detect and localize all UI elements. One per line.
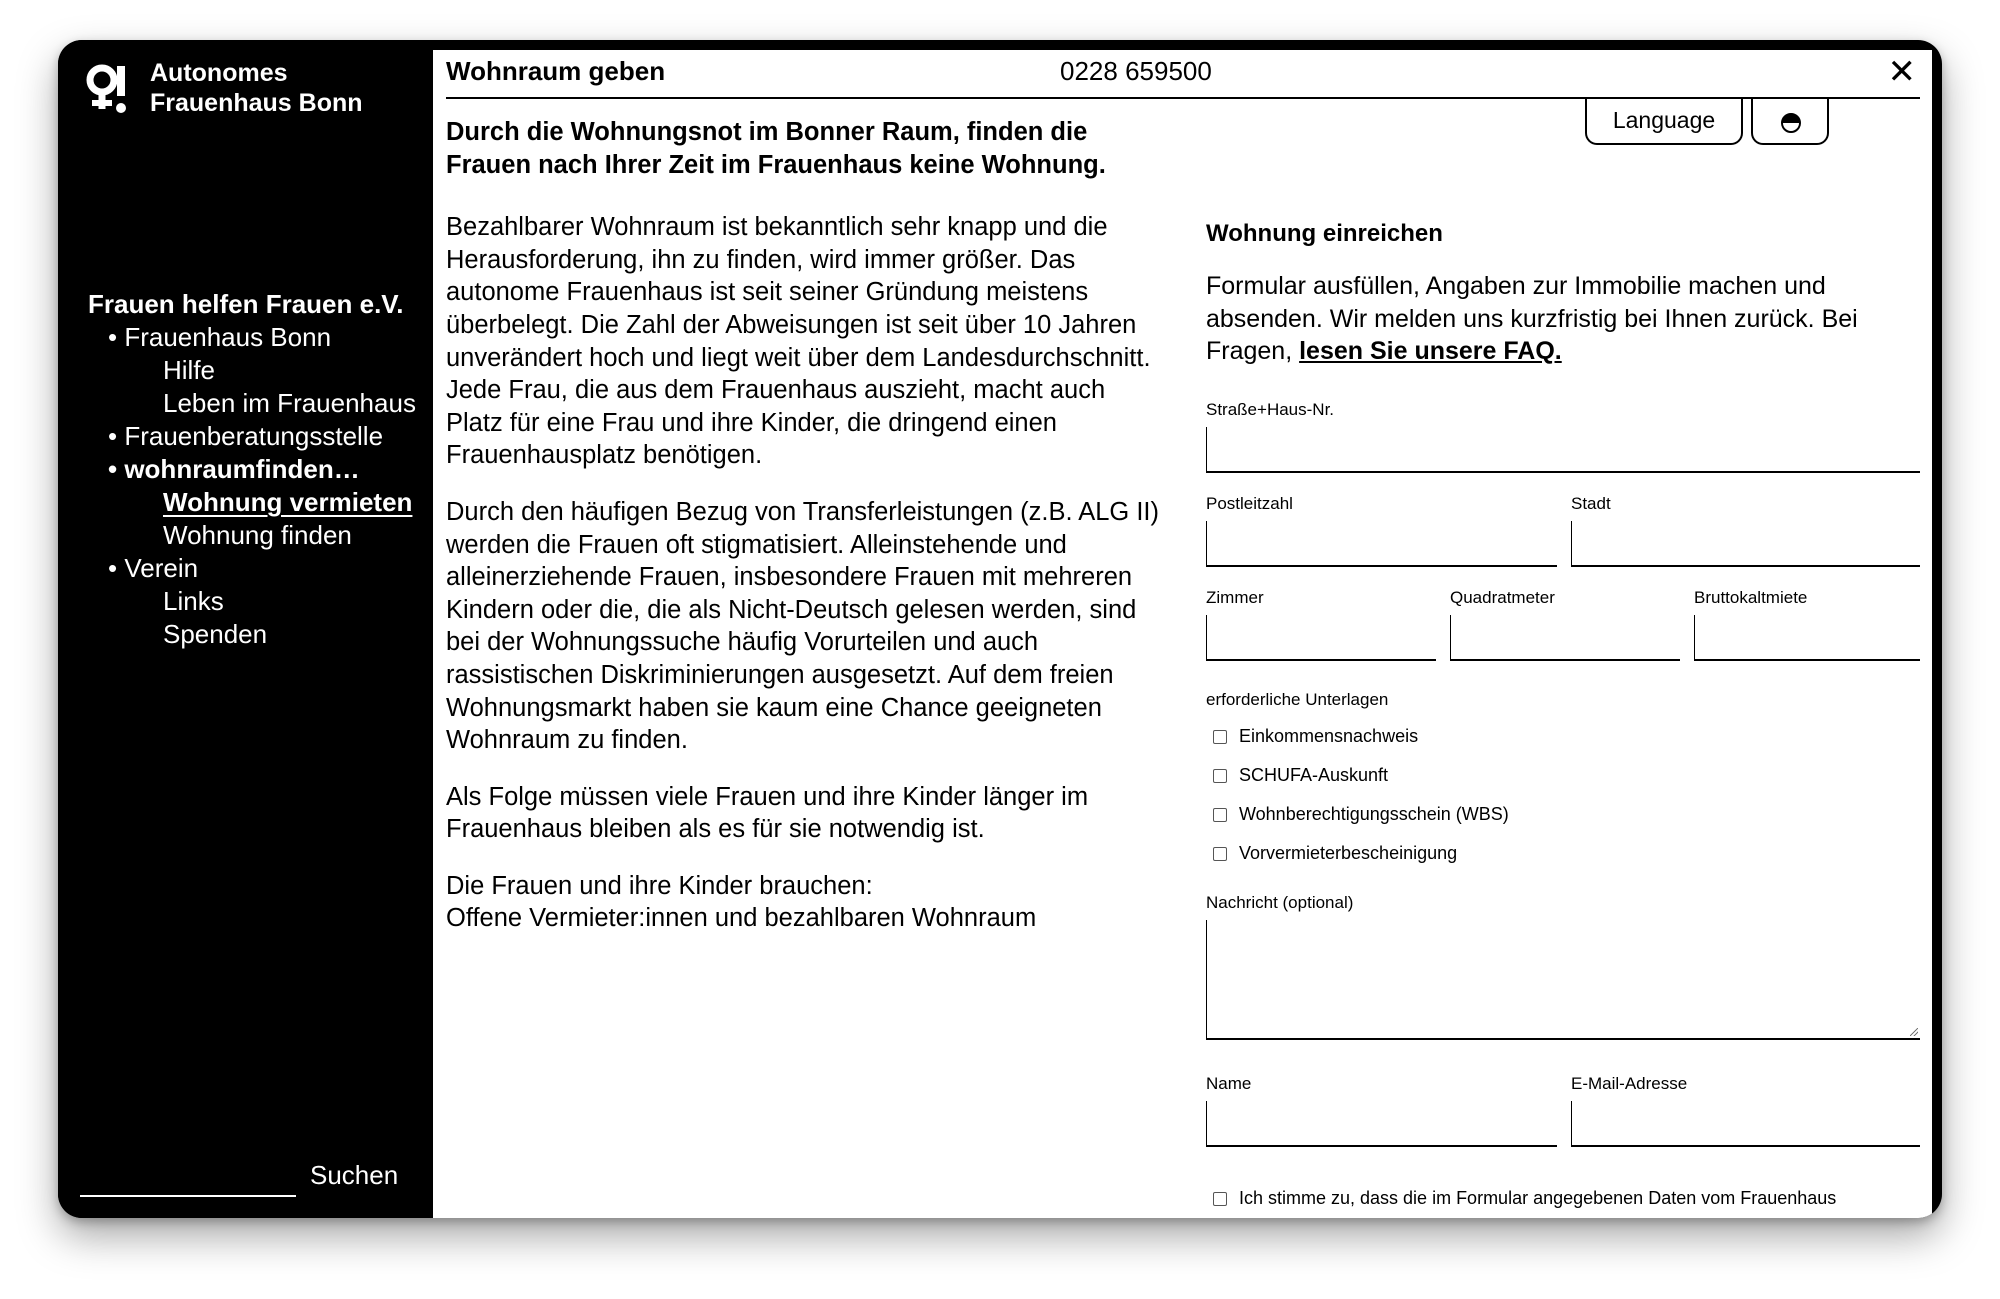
zip-input[interactable] — [1206, 521, 1557, 567]
doc-checkbox-landlord[interactable] — [1206, 843, 1457, 864]
article — [446, 116, 1161, 959]
doc-checkbox-wbs[interactable] — [1206, 804, 1509, 825]
content-panel — [433, 50, 1932, 1218]
nav-item-wohnraumfinden[interactable]: • wohnraumfinden… — [88, 453, 416, 486]
rent-input[interactable] — [1694, 615, 1920, 661]
doc-label: Wohnberechtigungsschein (WBS) — [1239, 804, 1509, 824]
checkbox[interactable] — [1213, 847, 1227, 861]
street-input[interactable] — [1206, 427, 1920, 473]
zip-label: Postleitzahl — [1206, 494, 1293, 513]
nav-org-title[interactable]: Frauen helfen Frauen e.V. — [88, 289, 404, 319]
venus-exclamation-logo-icon — [86, 64, 132, 120]
article-paragraph-4-line-2: Offene Vermieter:innen und bezahlbaren Wohnraum — [446, 904, 1037, 933]
main-navigation — [88, 288, 416, 651]
nav-item-wohnung-vermieten[interactable]: Wohnung vermieten — [163, 487, 413, 517]
sidebar — [58, 40, 433, 1218]
message-textarea[interactable] — [1206, 920, 1920, 1040]
article-lead: Durch die Wohnungsnot im Bonner Raum, finden die Frauen nach Ihrer Zeit im Frauenhaus keine Wohnung. — [446, 118, 1106, 179]
nav-item-frauenhaus-bonn[interactable]: • Frauenhaus Bonn — [88, 321, 416, 354]
checkbox[interactable] — [1213, 1192, 1227, 1206]
search-button[interactable]: Suchen — [310, 1160, 399, 1190]
rent-label: Bruttokaltmiete — [1694, 588, 1808, 607]
checkbox[interactable] — [1213, 730, 1227, 744]
nav-item-verein[interactable]: • Verein — [88, 552, 416, 585]
doc-label: Vorvermieterbescheinigung — [1239, 843, 1458, 863]
article-paragraph-2: Durch den häufigen Bezug von Transferleistungen (z.B. ALG II) werden die Frauen oft stigmatisiert. Alleinstehende und alleinerziehende Frauen, insbesondere Frauen mit mehreren Kindern oder die, die als Nicht-Deutsch gelesen werden, sind bei der Wohnungssuche häufig Vorurteilen und auch rassistischen Diskriminierungen ausgesetzt. Auf dem freien Wohnungsmarkt haben sie kaum eine Chance geeigneten Wohnraum zu finden. — [446, 497, 1159, 755]
sqm-label: Quadratmeter — [1450, 588, 1555, 607]
search-underline — [80, 1195, 296, 1197]
message-label: Nachricht (optional) — [1206, 893, 1354, 912]
checkbox[interactable] — [1213, 808, 1227, 822]
panel-header — [446, 50, 1920, 99]
nav-item-hilfe[interactable]: Hilfe — [163, 355, 216, 385]
logo-line-1: Autonomes — [150, 59, 288, 87]
article-paragraph-1: Bezahlbarer Wohnraum ist bekanntlich sehr knapp und die Herausforderung, ihn zu finden, wird immer größer. Das autonome Frauenhaus ist seit seiner Gründung meistens überbelegt. Die Zahl der Abweisungen ist seit über 10 Jahren unverändert hoch und liegt weit über dem Landesdurchschnitt. Jede Frau, die aus dem Frauenhaus auszieht, macht auch Platz für eine Frau und ihre Kinder, die dringend einen Frauenhausplatz benötigen. — [446, 213, 1151, 470]
documents-label: erforderliche Unterlagen — [1206, 690, 1389, 709]
rooms-label: Zimmer — [1206, 588, 1264, 607]
name-input[interactable] — [1206, 1101, 1557, 1147]
doc-label: Einkommensnachweis — [1239, 726, 1419, 746]
doc-label: SCHUFA-Auskunft — [1239, 765, 1389, 785]
doc-checkbox-schufa[interactable] — [1206, 765, 1388, 786]
nav-item-spenden[interactable]: Spenden — [163, 619, 268, 649]
form-heading: Wohnung einreichen — [1206, 220, 1443, 247]
consent-checkbox[interactable] — [1206, 1188, 1836, 1209]
form-intro — [1206, 270, 1920, 368]
city-label: Stadt — [1571, 494, 1611, 513]
sqm-input[interactable] — [1450, 615, 1680, 661]
close-icon[interactable]: ✕ — [1887, 53, 1916, 91]
email-input[interactable] — [1571, 1101, 1920, 1147]
search-input[interactable] — [80, 1158, 300, 1196]
doc-checkbox-income[interactable] — [1206, 726, 1418, 747]
article-paragraph-4 — [446, 870, 1161, 935]
email-label: E-Mail-Adresse — [1571, 1074, 1688, 1093]
faq-link[interactable]: lesen Sie unsere FAQ. — [1299, 337, 1562, 366]
nav-item-wohnung-finden[interactable]: Wohnung finden — [163, 520, 352, 550]
article-paragraph-4-line-1: Die Frauen und ihre Kinder brauchen: — [446, 871, 873, 900]
rooms-input[interactable] — [1206, 615, 1436, 661]
language-button[interactable]: Language — [1585, 99, 1743, 145]
phone-number[interactable]: 0228 659500 — [1060, 56, 1212, 86]
name-label: Name — [1206, 1074, 1252, 1093]
consent-text: Ich stimme zu, dass die im Formular angegebenen Daten vom Frauenhaus — [1239, 1188, 1837, 1208]
theme-toggle-button[interactable] — [1751, 99, 1829, 145]
page-title: Wohnraum geben — [446, 56, 666, 86]
nav-item-links[interactable]: Links — [163, 586, 224, 616]
form-intro-text: Formular ausfüllen, Angaben zur Immobilie machen und absenden. Wir melden uns kurzfristig bei Ihnen zurück. Bei Fragen, — [1206, 272, 1858, 366]
nav-item-leben-im-frauenhaus[interactable]: Leben im Frauenhaus — [163, 388, 416, 418]
contrast-icon — [1781, 113, 1801, 133]
logo-line-2: Frauenhaus Bonn — [150, 89, 363, 117]
checkbox[interactable] — [1213, 769, 1227, 783]
browser-frame — [58, 40, 1942, 1218]
street-label: Straße+Haus-Nr. — [1206, 400, 1335, 419]
logo[interactable] — [86, 58, 363, 120]
nav-item-frauenberatungsstelle[interactable]: • Frauenberatungsstelle — [88, 420, 416, 453]
city-input[interactable] — [1571, 521, 1920, 567]
submission-form — [1206, 220, 1920, 368]
resize-handle-icon[interactable] — [1910, 1028, 1918, 1036]
article-paragraph-3: Als Folge müssen viele Frauen und ihre Kinder länger im Frauenhaus bleiben als es für sie notwendig ist. — [446, 782, 1089, 844]
